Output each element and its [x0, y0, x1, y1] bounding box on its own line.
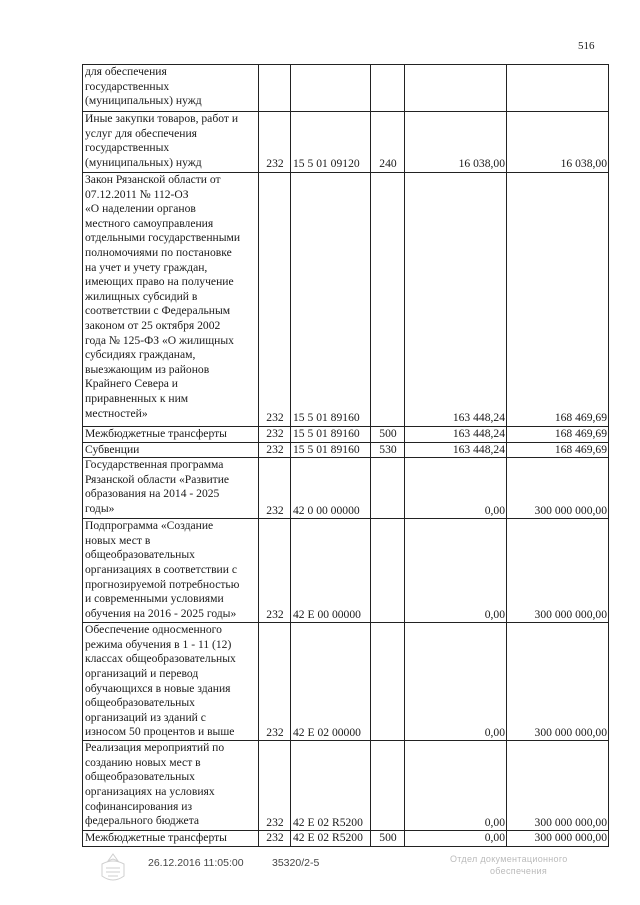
row-name: Государственная программа Рязанской области «Развитие образования на 2014 - 2025 годы»	[83, 458, 259, 519]
table-row	[83, 173, 609, 427]
row-amount-2: 300 000 000,00	[507, 623, 609, 741]
row-amount-2: 168 469,69	[507, 442, 609, 458]
row-expense-type	[371, 65, 405, 112]
row-amount-1: 16 038,00	[405, 112, 507, 173]
row-target-code: 15 5 01 89160	[291, 442, 371, 458]
row-amount-1: 163 448,24	[405, 427, 507, 443]
footer	[80, 850, 620, 890]
row-name: Иные закупки товаров, работ и услуг для обеспечения государственных (муниципальных) нужд	[83, 112, 259, 173]
table-row	[83, 458, 609, 519]
row-target-code: 42 Е 00 00000	[291, 519, 371, 623]
table-row	[83, 741, 609, 831]
row-admin-code: 232	[259, 112, 291, 173]
row-amount-1: 0,00	[405, 623, 507, 741]
row-amount-2: 300 000 000,00	[507, 741, 609, 831]
row-amount-2: 168 469,69	[507, 173, 609, 427]
row-target-code	[291, 65, 371, 112]
row-name: Межбюджетные трансферты	[83, 427, 259, 443]
row-expense-type: 500	[371, 831, 405, 847]
row-admin-code: 232	[259, 519, 291, 623]
row-name: Реализация мероприятий по созданию новых мест в общеобразовательных организациях на условиях софинансирования из федерального бюджета	[83, 741, 259, 831]
row-target-code: 15 5 01 89160	[291, 173, 371, 427]
row-name: Закон Рязанской области от 07.12.2011 № 112-ОЗ «О наделении органов местного самоуправления отдельными государственными полномочиями по постановке на учет и учету граждан, имеющих право на получение жилищных субсидий в соответствии с Федеральным законом от 25 октября 2002 года № 125-ФЗ «О жилищных субсидиях гражданам, выезжающим из районов Крайнего Севера и приравненных к ним местностей»	[83, 173, 259, 427]
row-admin-code: 232	[259, 831, 291, 847]
row-expense-type	[371, 458, 405, 519]
budget-table	[82, 64, 609, 847]
row-target-code: 15 5 01 09120	[291, 112, 371, 173]
row-amount-1	[405, 65, 507, 112]
row-admin-code: 232	[259, 442, 291, 458]
row-amount-1: 163 448,24	[405, 442, 507, 458]
row-admin-code: 232	[259, 623, 291, 741]
row-amount-1: 0,00	[405, 458, 507, 519]
page-number: 516	[578, 40, 595, 52]
row-expense-type	[371, 741, 405, 831]
row-name: для обеспечения государственных (муниципальных) нужд	[83, 65, 259, 112]
row-amount-1: 0,00	[405, 831, 507, 847]
row-expense-type: 240	[371, 112, 405, 173]
table-row	[83, 442, 609, 458]
footer-document-id: 35320/2-5	[272, 857, 320, 869]
row-name: Обеспечение односменного режима обучения в 1 - 11 (12) классах общеобразовательных организаций и перевод обучающихся в новые здания общеобразовательных организаций из зданий с износом 50 процентов и выше	[83, 623, 259, 741]
footer-mark-line-2: обеспечения	[490, 866, 548, 876]
row-expense-type	[371, 173, 405, 427]
table-row	[83, 112, 609, 173]
row-admin-code: 232	[259, 173, 291, 427]
row-name: Подпрограмма «Создание новых мест в общеобразовательных организациях в соответствии с прогнозируемой потребностью и современными условиями обучения на 2016 - 2025 годы»	[83, 519, 259, 623]
row-expense-type	[371, 519, 405, 623]
row-target-code: 42 0 00 00000	[291, 458, 371, 519]
row-amount-2: 300 000 000,00	[507, 458, 609, 519]
table-row	[83, 427, 609, 443]
row-target-code: 42 Е 02 R5200	[291, 831, 371, 847]
row-amount-1: 0,00	[405, 741, 507, 831]
row-target-code: 15 5 01 89160	[291, 427, 371, 443]
row-expense-type	[371, 623, 405, 741]
row-name: Субвенции	[83, 442, 259, 458]
row-admin-code	[259, 65, 291, 112]
row-expense-type: 500	[371, 427, 405, 443]
row-amount-2	[507, 65, 609, 112]
row-amount-2: 168 469,69	[507, 427, 609, 443]
footer-date: 26.12.2016 11:05:00	[148, 857, 244, 869]
stamp-icon	[94, 852, 132, 886]
row-target-code: 42 Е 02 00000	[291, 623, 371, 741]
row-expense-type: 530	[371, 442, 405, 458]
row-amount-2: 300 000 000,00	[507, 831, 609, 847]
table-row	[83, 519, 609, 623]
row-name: Межбюджетные трансферты	[83, 831, 259, 847]
row-amount-1: 0,00	[405, 519, 507, 623]
row-admin-code: 232	[259, 458, 291, 519]
row-amount-2: 16 038,00	[507, 112, 609, 173]
row-admin-code: 232	[259, 741, 291, 831]
row-amount-2: 300 000 000,00	[507, 519, 609, 623]
table-row	[83, 65, 609, 112]
row-target-code: 42 Е 02 R5200	[291, 741, 371, 831]
table-row	[83, 623, 609, 741]
footer-department-mark	[450, 853, 620, 877]
budget-table-body	[83, 65, 609, 847]
row-amount-1: 163 448,24	[405, 173, 507, 427]
footer-mark-line-1: Отдел документационного	[450, 854, 568, 864]
table-row	[83, 831, 609, 847]
row-admin-code: 232	[259, 427, 291, 443]
